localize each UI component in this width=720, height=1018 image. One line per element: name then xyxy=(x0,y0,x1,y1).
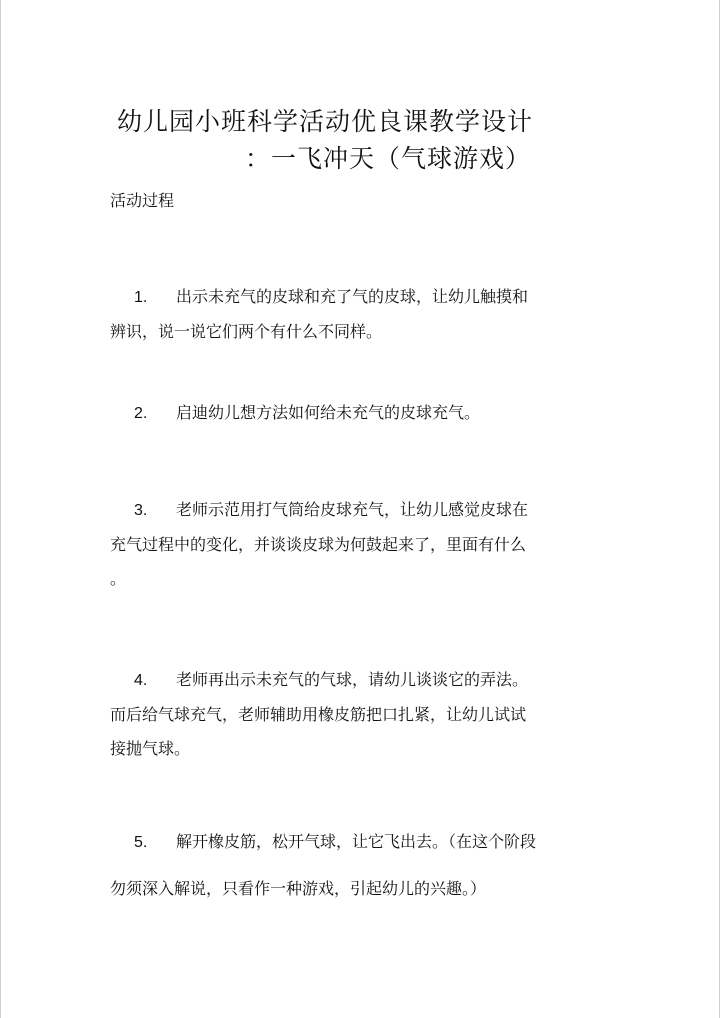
list-item-text: 解开橡皮筋，松开气球，让它飞出去。（在这个阶段 xyxy=(176,832,537,851)
list-item-line xyxy=(110,663,580,698)
list-item-text: 勿须深入解说，只看作一种游戏，引起幼儿的兴趣。） xyxy=(110,879,487,898)
list-item xyxy=(110,280,580,349)
document-title-line-1: 幼儿园小班科学活动优良课教学设计 xyxy=(117,107,534,136)
list-item xyxy=(110,663,580,766)
list-item xyxy=(110,493,580,596)
list-item-line xyxy=(110,396,580,431)
list-item-line xyxy=(110,819,580,866)
list-item-number: 1. xyxy=(134,289,148,306)
list-item-text: 出示未充气的皮球和充了气的皮球，让幼儿触摸和 xyxy=(176,287,529,306)
list-item-text: 老师再出示未充气的气球，请幼儿谈谈它的弄法。 xyxy=(176,670,529,689)
document-title-line-2: ：一飞冲天（气球游戏） xyxy=(245,144,532,173)
list-item-number: 5. xyxy=(134,834,148,851)
list-item-text: 辨识，说一说它们两个有什么不同样。 xyxy=(110,322,383,341)
list-item-text: 而后给气球充气，老师辅助用橡皮筋把口扎紧，让幼儿试试 xyxy=(110,705,527,724)
list-item-number: 4. xyxy=(134,672,148,689)
list-item xyxy=(110,819,580,912)
list-item-text: 充气过程中的变化，并谈谈皮球为何鼓起来了，里面有什么 xyxy=(110,535,527,554)
list-item-text: 老师示范用打气筒给皮球充气，让幼儿感觉皮球在 xyxy=(176,500,529,519)
list-item-line xyxy=(110,493,580,528)
list-item-number: 3. xyxy=(134,502,148,519)
list-item-text: 。 xyxy=(110,569,127,588)
list-item-text: 启迪幼儿想方法如何给未充气的皮球充气。 xyxy=(176,403,481,422)
list-item-number: 2. xyxy=(134,405,148,422)
list-item xyxy=(110,396,580,431)
list-item-text: 接抛气球。 xyxy=(110,739,191,758)
section-heading: 活动过程 xyxy=(110,191,175,210)
list-item-line xyxy=(110,280,580,315)
